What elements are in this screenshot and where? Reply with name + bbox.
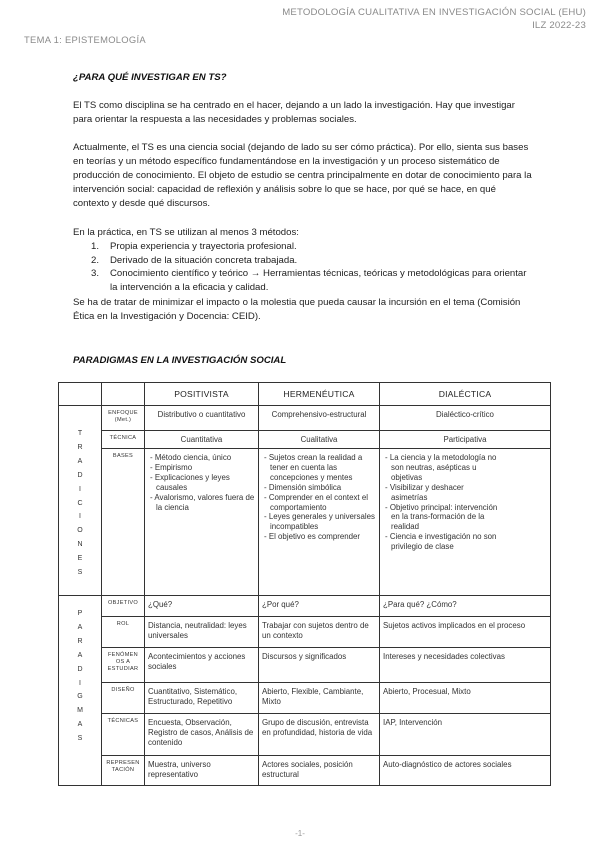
list-text: Conocimiento científico y teórico → Herramientas técnicas, teóricas y metodológicas para orientar la intervención a la eficacia y calidad. [110, 268, 527, 293]
header-empty-cell [102, 383, 145, 406]
table-row [59, 683, 551, 714]
cell-representacion-dialectica: Auto-diagnóstico de actores sociales [380, 756, 551, 786]
section-heading-paradigms: PARADIGMAS EN LA INVESTIGACIÓN SOCIAL [73, 355, 287, 366]
cell-objetivo-hermeneutica: ¿Por qué? [259, 596, 380, 617]
cell-enfoque-hermeneutica: Comprehensivo-estructural [259, 406, 380, 431]
column-header-hermeneutica: HERMENÉUTICA [259, 383, 380, 406]
topic-title: TEMA 1: EPISTEMOLOGÍA [24, 34, 146, 45]
list-item: - Comprender en el context el comportamiento [262, 493, 376, 513]
list-item: - Objetivo principal: intervención en la trans-formación de la realidad [383, 503, 501, 533]
cell-bases-hermeneutica [259, 449, 380, 596]
cell-diseno-dialectica: Abierto, Procesual, Mixto [380, 683, 551, 714]
cell-bases-positivista [145, 449, 259, 596]
cell-rol-positivista: Distancia, neutralidad: leyes universales [145, 617, 259, 648]
cell-diseno-positivista: Cuantitativo, Sistemático, Estructurado, Repetitivo [145, 683, 259, 714]
cell-fenomenos-hermeneutica: Discursos y significados [259, 648, 380, 683]
cell-tecnica-hermeneutica: Cualitativa [259, 431, 380, 449]
cell-tecnica-dialectica: Participativa [380, 431, 551, 449]
row-label-tecnica: TÉCNICA [102, 431, 145, 449]
paragraph-1: El TS como disciplina se ha centrado en el hacer, dejando a un lado la investigación. Hay que investigar para orientar la respuesta a las necesidades y problemas sociales. [73, 100, 515, 125]
row-label-rol: ROL [102, 617, 145, 648]
section-heading-why-research: ¿PARA QUÉ INVESTIGAR EN TS? [73, 72, 227, 83]
header-empty-cell [59, 383, 102, 406]
cell-rol-dialectica: Sujetos activos implicados en el proceso [380, 617, 551, 648]
document-header [282, 6, 586, 32]
table-row [59, 449, 551, 596]
paragraph-2: Actualmente, el TS es una ciencia social (dejando de lado su ser cómo práctica). Por ello, sienta sus bases en teorías y un método específico fundamentándose en la investigación y un proceso sistemático de producción de conocimiento. El objeto de estudio se centra principalmente en dotar de conocimiento para la intervención social: capacidad de reflexión y análisis sobre lo que se hace, por qué se hace, en qué contexto y desde qué discursos. [73, 142, 532, 209]
list-item: - Ciencia e investigación no son privilegio de clase [383, 532, 501, 552]
row-label-objetivo: OBJETIVO [102, 596, 145, 617]
row-label-representacion: REPRESEN TACIÓN [102, 756, 145, 786]
list-item: - Explicaciones y leyes causales [148, 473, 255, 493]
list-number: 3. [91, 268, 100, 279]
group-label-tradiciones: T R A D I C I O N E S [59, 406, 102, 596]
list-item [91, 254, 531, 268]
cell-bases-dialectica [380, 449, 551, 596]
cell-fenomenos-positivista: Acontecimientos y acciones sociales [145, 648, 259, 683]
list-item: - Dimensión simbólica [262, 483, 376, 493]
cell-enfoque-positivista: Distributivo o cuantitativo [145, 406, 259, 431]
table-row [59, 756, 551, 786]
paradigms-table [58, 382, 551, 786]
column-header-dialectica: DIALÉCTICA [380, 383, 551, 406]
list-number: 1. [91, 241, 100, 252]
table-row [59, 617, 551, 648]
list-item: - Avalorismo, valores fuera de la ciencia [148, 493, 255, 513]
list-item [91, 267, 531, 294]
cell-objetivo-positivista: ¿Qué? [145, 596, 259, 617]
list-text: Propia experiencia y trayectoria profesional. [110, 241, 297, 252]
row-label-tecnicas: TÉCNICAS [102, 714, 145, 756]
page-number: -1- [295, 829, 305, 838]
table-row [59, 648, 551, 683]
course-title: METODOLOGÍA CUALITATIVA EN INVESTIGACIÓN SOCIAL (EHU) [282, 7, 586, 18]
row-label-fenomenos: FENÓMEN OS A ESTUDIAR [102, 648, 145, 683]
cell-representacion-positivista: Muestra, universo representativo [145, 756, 259, 786]
list-item: - La ciencia y la metodología no son neutras, asépticas u objetivas [383, 453, 501, 483]
list-item: - El objetivo es comprender [262, 532, 376, 542]
cell-representacion-hermeneutica: Actores sociales, posición estructural [259, 756, 380, 786]
methods-list [91, 240, 531, 294]
list-item [91, 240, 531, 254]
cell-objetivo-dialectica: ¿Para qué? ¿Cómo? [380, 596, 551, 617]
list-text: Derivado de la situación concreta trabajada. [110, 254, 298, 266]
table-row [59, 714, 551, 756]
table-row [59, 431, 551, 449]
table-row [59, 596, 551, 617]
cell-rol-hermeneutica: Trabajar con sujetos dentro de un contexto [259, 617, 380, 648]
group-label-paradigmas: P A R A D I G M A S [59, 596, 102, 786]
list-item: - Sujetos crean la realidad a tener en cuenta las concepciones y mentes [262, 453, 376, 483]
list-number: 2. [91, 254, 100, 266]
academic-year: ILZ 2022-23 [532, 20, 586, 31]
table-header-row [59, 383, 551, 406]
row-label-bases: BASES [102, 449, 145, 596]
row-label-diseno: DISEÑO [102, 683, 145, 714]
row-label-enfoque: ENFOQUE (Met.) [102, 406, 145, 431]
paragraph-3: En la práctica, en TS se utilizan al menos 3 métodos: [73, 227, 299, 238]
list-item: - Método ciencia, único [148, 453, 255, 463]
cell-tecnicas-dialectica: IAP, Intervención [380, 714, 551, 756]
list-item: - Empirismo [148, 463, 255, 473]
cell-tecnicas-hermeneutica: Grupo de discusión, entrevista en profundidad, historia de vida [259, 714, 380, 756]
list-item: - Leyes generales y universales incompatibles [262, 512, 376, 532]
cell-diseno-hermeneutica: Abierto, Flexible, Cambiante, Mixto [259, 683, 380, 714]
cell-fenomenos-dialectica: Intereses y necesidades colectivas [380, 648, 551, 683]
paragraph-4: Se ha de tratar de minimizar el impacto o la molestia que pueda causar la incursión en el tema (Comisión Ética en la Investigación y Docencia: CEID). [73, 297, 521, 322]
cell-tecnica-positivista: Cuantitativa [145, 431, 259, 449]
cell-enfoque-dialectica: Dialéctico-crítico [380, 406, 551, 431]
column-header-positivista: POSITIVISTA [145, 383, 259, 406]
cell-tecnicas-positivista: Encuesta, Observación, Registro de casos, Análisis de contenido [145, 714, 259, 756]
table-row [59, 406, 551, 431]
list-item: - Visibilizar y deshacer asimetrías [383, 483, 501, 503]
